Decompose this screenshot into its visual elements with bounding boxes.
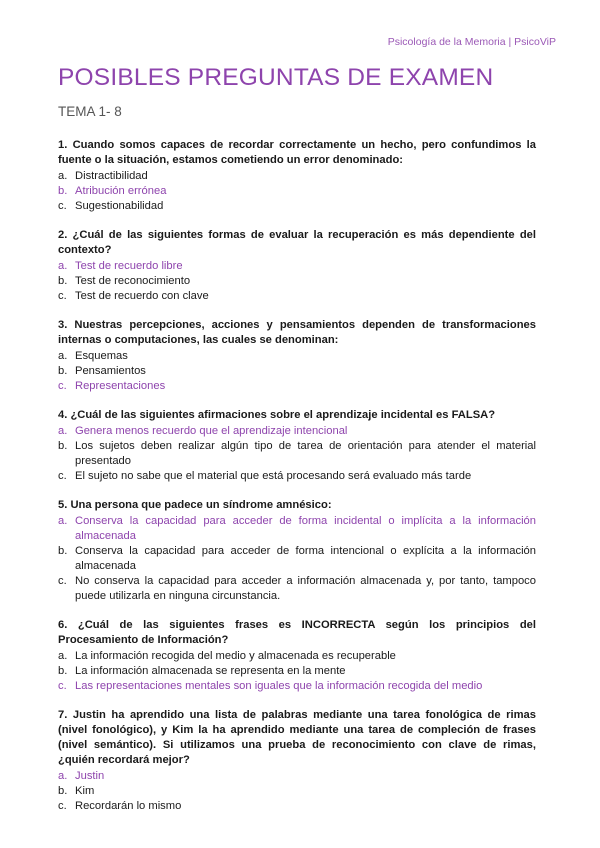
answer-option [58,169,536,184]
answer-option [58,289,536,304]
option-letter: a. [58,259,68,272]
answer-option [58,469,536,484]
answer-option [58,664,536,679]
question-text: 4. ¿Cuál de las siguientes afirmaciones sobre el aprendizaje incidental es FALSA? [58,409,496,421]
page-subtitle: TEMA 1- 8 [58,104,122,119]
answer-option-correct [58,259,536,274]
question-text: 1. Cuando somos capaces de recordar correctamente un hecho, pero confundimos la fuente o la situación, estamos cometiendo un error denominado: [58,139,536,166]
question-item [58,138,536,214]
option-letter: a. [58,169,68,182]
option-text: Sugestionabilidad [75,199,164,212]
option-text: Atribución errónea [75,184,167,197]
option-text: Genera menos recuerdo que el aprendizaje intencional [75,424,348,437]
option-letter: a. [58,769,68,782]
answer-option [58,649,536,664]
option-letter: b. [58,664,68,677]
answer-option [58,544,536,574]
option-text: Las representaciones mentales son iguales que la información recogida del medio [75,679,483,692]
question-item [58,228,536,304]
option-letter: c. [58,289,67,302]
answer-option-correct [58,184,536,199]
answer-option [58,364,536,379]
option-letter: c. [58,574,67,587]
option-letter: a. [58,424,68,437]
option-letter: c. [58,679,67,692]
option-letter: b. [58,364,68,377]
option-text: Recordarán lo mismo [75,799,182,812]
option-letter: c. [58,379,67,392]
option-letter: b. [58,784,68,797]
option-text: Conserva la capacidad para acceder de forma intencional o explícita a la información almacenada [75,544,536,572]
page-header: Psicología de la Memoria | PsicoViP [387,36,556,48]
option-letter: c. [58,199,67,212]
option-text: La información almacenada se representa en la mente [75,664,346,677]
question-item [58,408,536,484]
option-text: No conserva la capacidad para acceder a información almacenada y, por tanto, tampoco puede utilizarla en ninguna circunstancia. [75,574,536,602]
answer-option [58,439,536,469]
option-text: Test de recuerdo libre [75,259,183,272]
option-letter: c. [58,469,67,482]
question-text: 5. Una persona que padece un síndrome amnésico: [58,499,332,511]
question-item [58,498,536,604]
question-text: 2. ¿Cuál de las siguientes formas de evaluar la recuperación es más dependiente del contexto? [58,229,536,256]
question-text: 6. ¿Cuál de las siguientes frases es INCORRECTA según los principios del Procesamiento de Información? [58,619,536,646]
option-text: Los sujetos deben realizar algún tipo de tarea de orientación para atender el material presentado [75,439,536,467]
option-text: Representaciones [75,379,166,392]
question-item [58,708,536,814]
option-letter: b. [58,544,68,557]
option-text: Kim [75,784,95,797]
answer-option [58,799,536,814]
answer-option-correct [58,379,536,394]
answer-option [58,349,536,364]
option-letter: a. [58,514,68,527]
option-letter: b. [58,274,68,287]
option-text: Test de reconocimiento [75,274,191,287]
option-text: La información recogida del medio y almacenada es recuperable [75,649,396,662]
answer-option [58,784,536,799]
page-title: POSIBLES PREGUNTAS DE EXAMEN [58,64,494,91]
option-text: Conserva la capacidad para acceder de forma incidental o implícita a la información almacenada [75,514,536,542]
question-item [58,318,536,394]
question-list [58,138,536,828]
answer-option-correct [58,769,536,784]
question-text: 3. Nuestras percepciones, acciones y pensamientos dependen de transformaciones internas o computaciones, las cuales se denominan: [58,319,536,346]
option-text: El sujeto no sabe que el material que está procesando será evaluado más tarde [75,469,472,482]
option-letter: b. [58,439,68,452]
answer-option-correct [58,514,536,544]
answer-option-correct [58,424,536,439]
option-text: Esquemas [75,349,128,362]
answer-option [58,199,536,214]
option-text: Test de recuerdo con clave [75,289,209,302]
answer-option [58,574,536,604]
option-letter: a. [58,649,68,662]
answer-option-correct [58,679,536,694]
option-text: Pensamientos [75,364,146,377]
option-letter: b. [58,184,68,197]
option-text: Distractibilidad [75,169,148,182]
question-text: 7. Justin ha aprendido una lista de palabras mediante una tarea fonológica de rimas (nivel fonológico), y Kim la ha aprendido mediante una tarea de compleción de frases (nivel semántico). Si utilizamos una prueba de reconocimiento con clave de rimas, ¿quién recordará mejor? [58,709,536,766]
answer-option [58,274,536,289]
question-item [58,618,536,694]
option-letter: c. [58,799,67,812]
option-text: Justin [75,769,105,782]
option-letter: a. [58,349,68,362]
